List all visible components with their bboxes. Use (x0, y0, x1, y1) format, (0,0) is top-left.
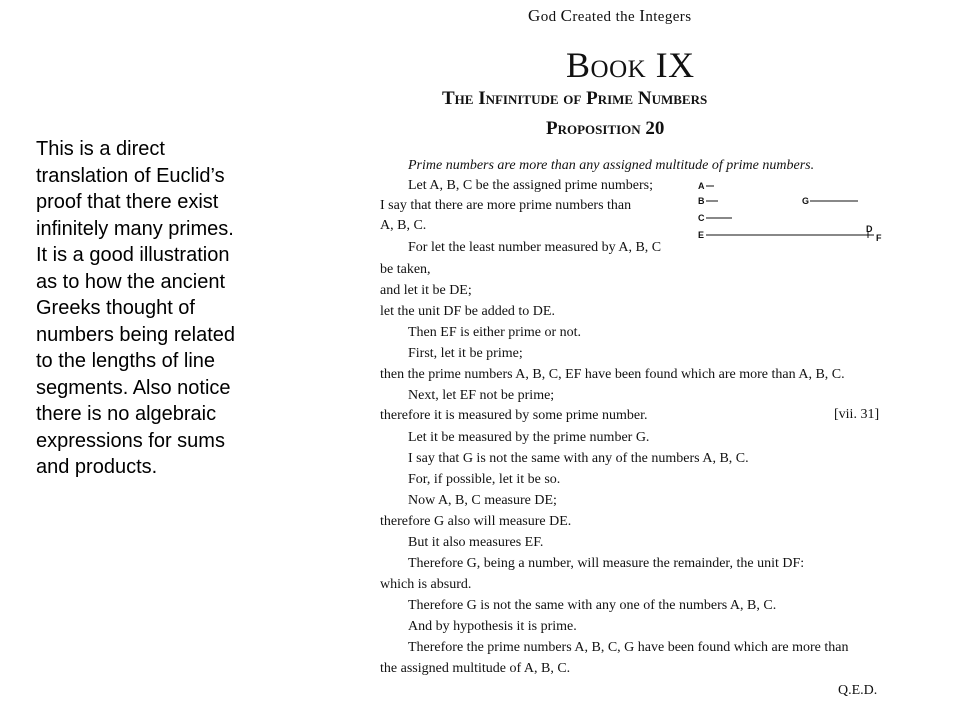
proof-line: let the unit DF be added to DE. (380, 304, 555, 319)
proof-line: therefore G also will measure DE. (380, 514, 572, 529)
proof-line: I say that there are more prime numbers than (380, 198, 632, 213)
proof-line: And by hypothesis it is prime. (408, 619, 577, 634)
line-segments-figure (690, 180, 900, 250)
note-line: It is a good illustration (36, 244, 230, 266)
note-line: numbers being related (36, 323, 236, 346)
note-line: and products. (36, 456, 158, 478)
note-line: infinitely many primes. (36, 217, 234, 240)
proof-line: First, let it be prime; (408, 346, 523, 361)
proof-line: the assigned multitude of A, B, C. (380, 661, 571, 676)
running-head-initial: G (528, 6, 541, 25)
proposition-reference: [vii. 31] (834, 407, 880, 422)
proof-line: A, B, C. (380, 218, 427, 233)
proof-line: Therefore G, being a number, will measure the remainder, the unit DF: (408, 556, 805, 571)
note-line: Greeks thought of (36, 297, 195, 319)
proof-line: Then EF is either prime or not. (408, 325, 582, 340)
note-line: expressions for sums (36, 429, 225, 452)
proof-line: Therefore the prime numbers A, B, C, G have been found which are more than (408, 640, 849, 655)
proof-line: then the prime numbers A, B, C, EF have been found which are more than A, B, C. (380, 367, 845, 382)
proof-line: For let the least number measured by A, B, C (408, 240, 662, 255)
book-title: Book IX (566, 45, 695, 85)
proof-line: Next, let EF not be prime; (408, 388, 555, 403)
explanatory-note (36, 136, 298, 481)
running-head (528, 6, 691, 26)
note-line: translation of Euclid’s (36, 164, 225, 187)
note-line: segments. Also notice (36, 376, 231, 399)
proof-line: Therefore G is not the same with any one of the numbers A, B, C. (408, 598, 777, 613)
proof-line: But it also measures EF. (408, 535, 544, 550)
segment-label-c: C (698, 213, 705, 223)
proof-line: Prime numbers are more than any assigned multitude of prime numbers. (408, 158, 815, 173)
running-head-text: od (540, 9, 561, 25)
note-line: proof that there exist (36, 191, 219, 213)
proof-line: Now A, B, C measure DE; (408, 493, 557, 508)
segment-label-b: B (698, 196, 705, 206)
segment-label-g: G (802, 196, 810, 206)
proof-line: be taken, (380, 262, 431, 277)
running-head-initial: I (639, 6, 646, 25)
proof-line: For, if possible, let it be so. (408, 472, 561, 487)
proof-line: Let it be measured by the prime number G. (408, 430, 650, 445)
proof-line: and let it be DE; (380, 283, 472, 298)
proof-line: which is absurd. (380, 577, 472, 592)
running-head-initial: C (560, 6, 573, 25)
note-line: there is no algebraic (36, 403, 217, 425)
proposition-heading: Proposition 20 (546, 118, 665, 139)
proof-line: therefore it is measured by some prime number. (380, 408, 648, 423)
segment-label-f: F (876, 233, 882, 243)
proof-line: I say that G is not the same with any of the numbers A, B, C. (408, 451, 749, 466)
note-line: as to how the ancient (36, 270, 226, 293)
note-line: to the lengths of line (36, 350, 216, 372)
running-head-text: ntegers (645, 9, 692, 25)
note-line: This is a direct (36, 138, 165, 160)
segment-label-d: D (866, 224, 873, 234)
segment-label-a: A (698, 181, 705, 191)
running-head-text: reated the (572, 9, 640, 25)
proof-line: Let A, B, C be the assigned prime numbers; (408, 178, 653, 193)
section-heading: The Infinitude of Prime Numbers (442, 88, 708, 109)
qed-mark: Q.E.D. (838, 683, 878, 698)
segment-label-e: E (698, 230, 705, 240)
